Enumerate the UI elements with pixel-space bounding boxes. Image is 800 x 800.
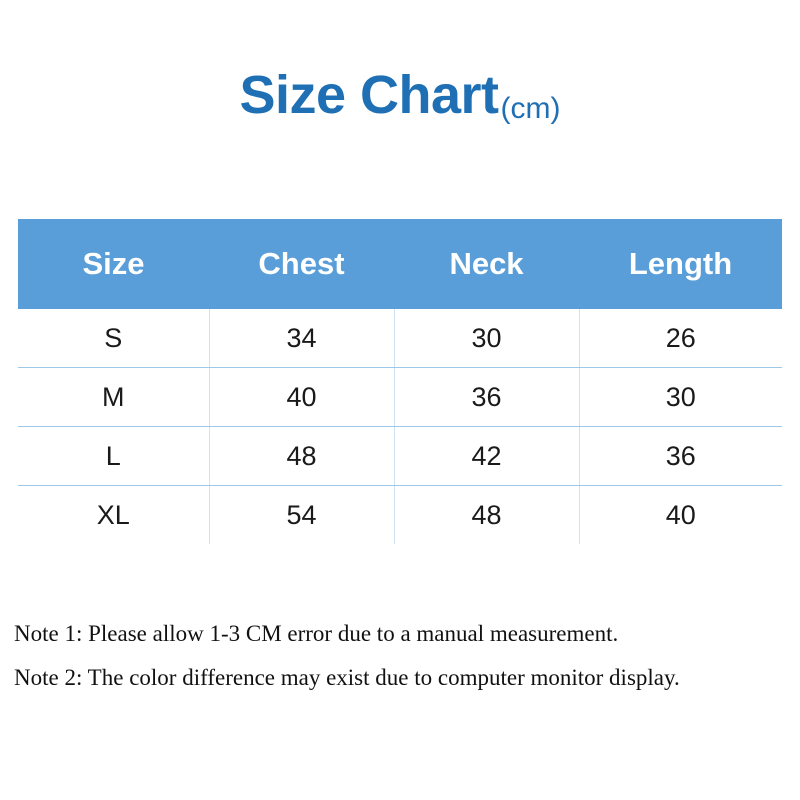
size-table: [18, 219, 782, 544]
page-title: [0, 64, 800, 126]
cell-neck-m: 36: [394, 368, 579, 427]
size-table-container: [18, 219, 782, 544]
cell-size-m: M: [18, 368, 209, 427]
table-header-row: [18, 219, 782, 309]
cell-size-xl: XL: [18, 486, 209, 545]
cell-neck-l: 42: [394, 427, 579, 486]
cell-length-s: 26: [579, 309, 782, 368]
cell-chest-m: 40: [209, 368, 394, 427]
cell-chest-s: 34: [209, 309, 394, 368]
table-row: [18, 427, 782, 486]
table-row: [18, 368, 782, 427]
column-header-chest: Chest: [209, 219, 394, 309]
cell-length-l: 36: [579, 427, 782, 486]
note-line-1: Note 1: Please allow 1-3 CM error due to a manual measurement.: [14, 621, 619, 646]
size-table-body: [18, 309, 782, 544]
notes-section: [14, 612, 794, 700]
cell-length-m: 30: [579, 368, 782, 427]
page-title-unit: (cm): [500, 92, 561, 125]
cell-length-xl: 40: [579, 486, 782, 545]
cell-size-l: L: [18, 427, 209, 486]
cell-chest-xl: 54: [209, 486, 394, 545]
table-row: [18, 309, 782, 368]
cell-chest-l: 48: [209, 427, 394, 486]
page-title-text: Size Chart: [239, 65, 499, 125]
note-line-2: Note 2: The color difference may exist due to computer monitor display.: [14, 665, 680, 690]
column-header-length: Length: [579, 219, 782, 309]
cell-neck-s: 30: [394, 309, 579, 368]
cell-size-s: S: [18, 309, 209, 368]
size-table-head: [18, 219, 782, 309]
table-row: [18, 486, 782, 545]
column-header-neck: Neck: [394, 219, 579, 309]
column-header-size: Size: [18, 219, 209, 309]
cell-neck-xl: 48: [394, 486, 579, 545]
